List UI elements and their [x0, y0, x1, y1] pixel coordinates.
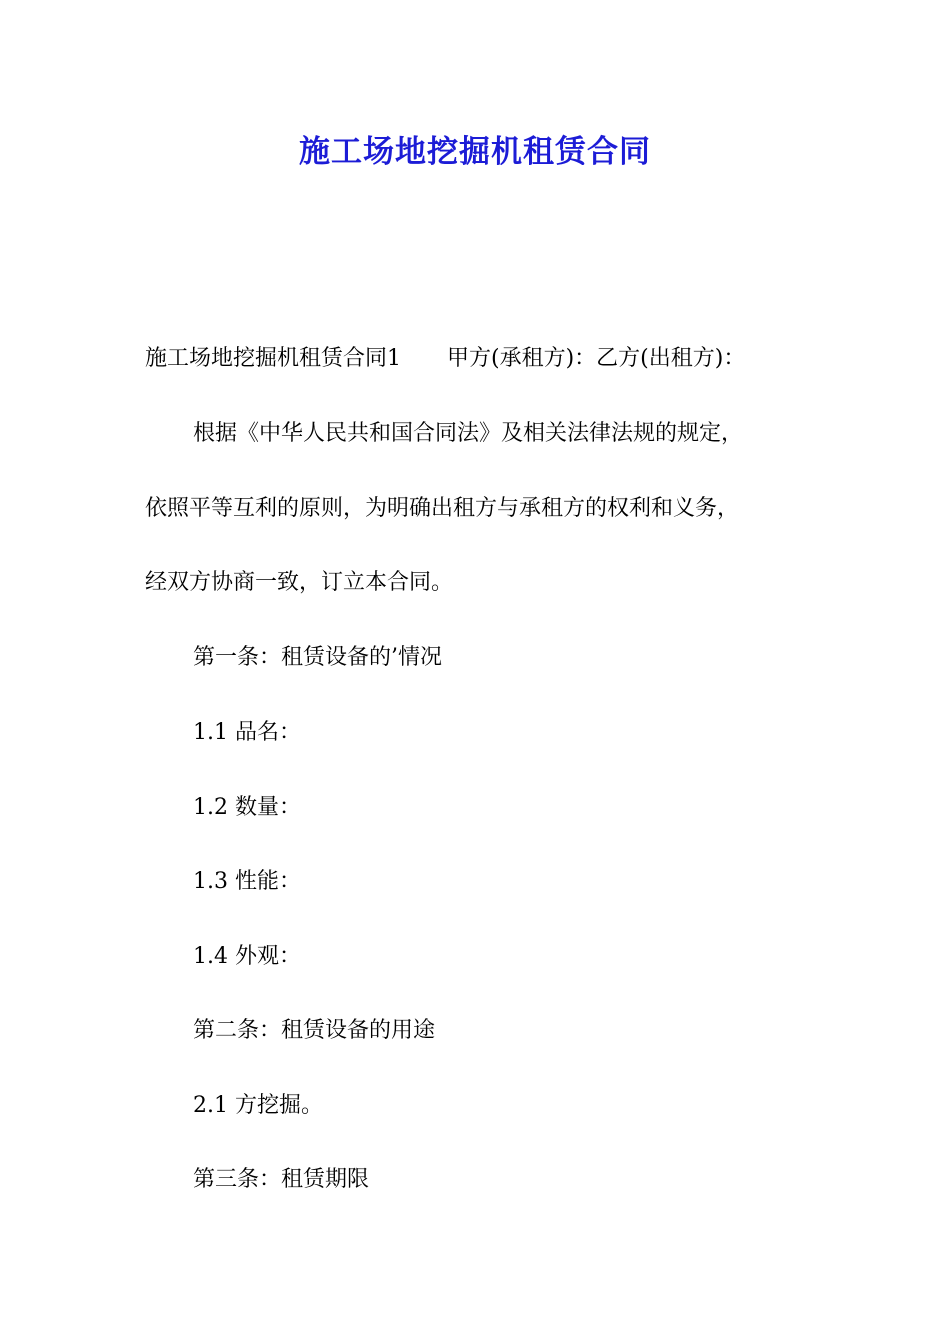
- article-heading: 第一条：租赁设备的’情况: [193, 645, 442, 670]
- document-title: 施工场地挖掘机租赁合同: [299, 134, 651, 170]
- clause-item: 1.3 性能：: [193, 869, 301, 894]
- clause-item: 1.4 外观：: [193, 944, 301, 969]
- article-heading: 第三条：租赁期限: [193, 1167, 370, 1192]
- parties-text: 甲方(承租方)：乙方(出租方)：: [447, 346, 746, 371]
- paragraph-line: 根据《中华人民共和国合同法》及相关法律法规的规定，: [193, 421, 744, 446]
- paragraph-line: 依照平等互利的原则，为明确出租方与承租方的权利和义务，: [145, 496, 740, 521]
- article-heading: 第二条：租赁设备的用途: [193, 1018, 436, 1043]
- clause-item: 2.1 方挖掘。: [193, 1093, 323, 1118]
- intro-line: [145, 343, 745, 375]
- clause-item: 1.1 品名：: [193, 720, 301, 745]
- clause-item: 1.2 数量：: [193, 795, 301, 820]
- paragraph-line: 经双方协商一致，订立本合同。: [145, 570, 454, 595]
- contract-heading: 施工场地挖掘机租赁合同1: [145, 346, 401, 371]
